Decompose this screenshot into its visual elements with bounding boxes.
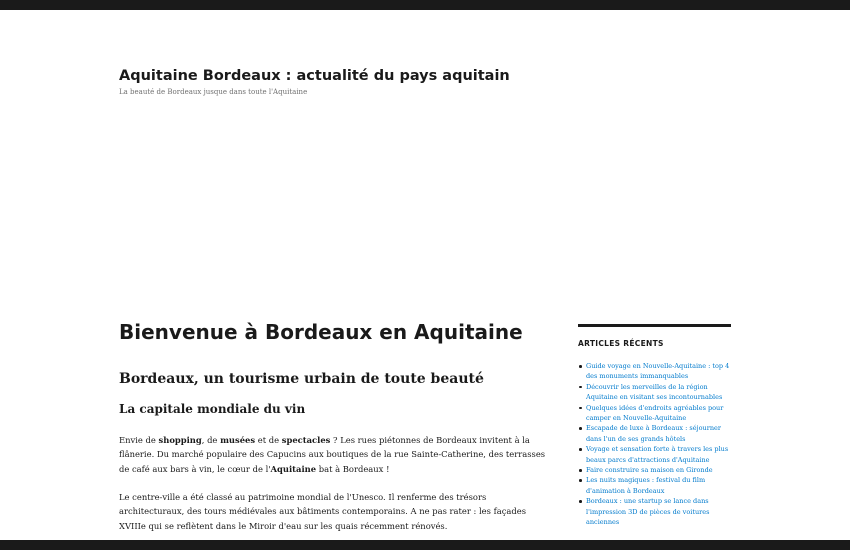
site-title-link[interactable]: Aquitaine Bordeaux : actualité du pays aquitain — [119, 68, 510, 84]
bold-shopping: shopping — [158, 435, 202, 445]
subsection-heading: La capitale mondiale du vin — [119, 402, 306, 416]
site-description: La beauté de Bordeaux jusque dans toute l'Aquitaine — [119, 88, 308, 96]
list-item — [578, 361, 731, 382]
list-item — [578, 444, 731, 465]
list-item — [578, 496, 731, 527]
list-item — [578, 465, 731, 475]
recent-post-link[interactable]: Bordeaux : une startup se lance dans l'impression 3D de pièces de voitures anciennes — [586, 497, 710, 527]
recent-post-link[interactable]: Escapade de luxe à Bordeaux : séjourner dans l'un de ses grands hôtels — [586, 424, 721, 443]
section-heading: Bordeaux, un tourisme urbain de toute beauté — [119, 371, 484, 387]
top-frame-bar — [0, 0, 850, 10]
recent-post-link[interactable]: Voyage et sensation forte à travers les plus beaux parcs d'attractions d'Aquitaine — [586, 445, 729, 464]
recent-post-link[interactable]: Faire construire sa maison en Gironde — [586, 466, 713, 475]
sidebar — [578, 324, 731, 528]
bold-spectacles: spectacles — [281, 435, 331, 445]
widget-divider — [578, 324, 731, 327]
recent-post-link[interactable]: Les nuits magiques : festival du film d'animation à Bordeaux — [586, 476, 706, 495]
recent-posts-list — [578, 361, 731, 528]
heritage-paragraph: Le centre-ville a été classé au patrimoine mondial de l'Unesco. Il renferme des trésors architecturaux, des tours médiévales aux bâtiments contemporains. A ne pas rater : les façades XVIIIe qui se reflètent dans le Miroir d'eau sur les quais récemment rénovés. — [119, 492, 526, 531]
page-title: Bienvenue à Bordeaux en Aquitaine — [119, 320, 523, 344]
bold-musees: musées — [220, 435, 256, 445]
intro-paragraph: Envie de shopping, de musées et de spectacles ? Les rues piétonnes de Bordeaux invitent à la flânerie. Du marché populaire des Capucins aux boutiques de la rue Sainte-Catherine, des terrasses de café aux bars à vin, le cœur de l'Aquitaine bat à Bordeaux ! — [119, 435, 546, 474]
list-item — [578, 423, 731, 444]
list-item — [578, 403, 731, 424]
bold-aquitaine: Aquitaine — [270, 463, 317, 474]
recent-post-link[interactable]: Quelques idées d'endroits agréables pour camper en Nouvelle-Aquitaine — [586, 403, 724, 423]
recent-post-link[interactable]: Découvrir les merveilles de la région Aquitaine en visitant ses incontournables — [586, 382, 723, 402]
main-content — [119, 320, 551, 531]
recent-posts-title: ARTICLES RÉCENTS — [578, 339, 664, 348]
bottom-frame-bar — [0, 540, 850, 550]
list-item — [578, 382, 731, 403]
list-item — [578, 475, 731, 496]
page — [0, 10, 850, 540]
recent-post-link[interactable]: Guide voyage en Nouvelle-Aquitaine : top 4 des monuments immanquables — [586, 362, 730, 381]
